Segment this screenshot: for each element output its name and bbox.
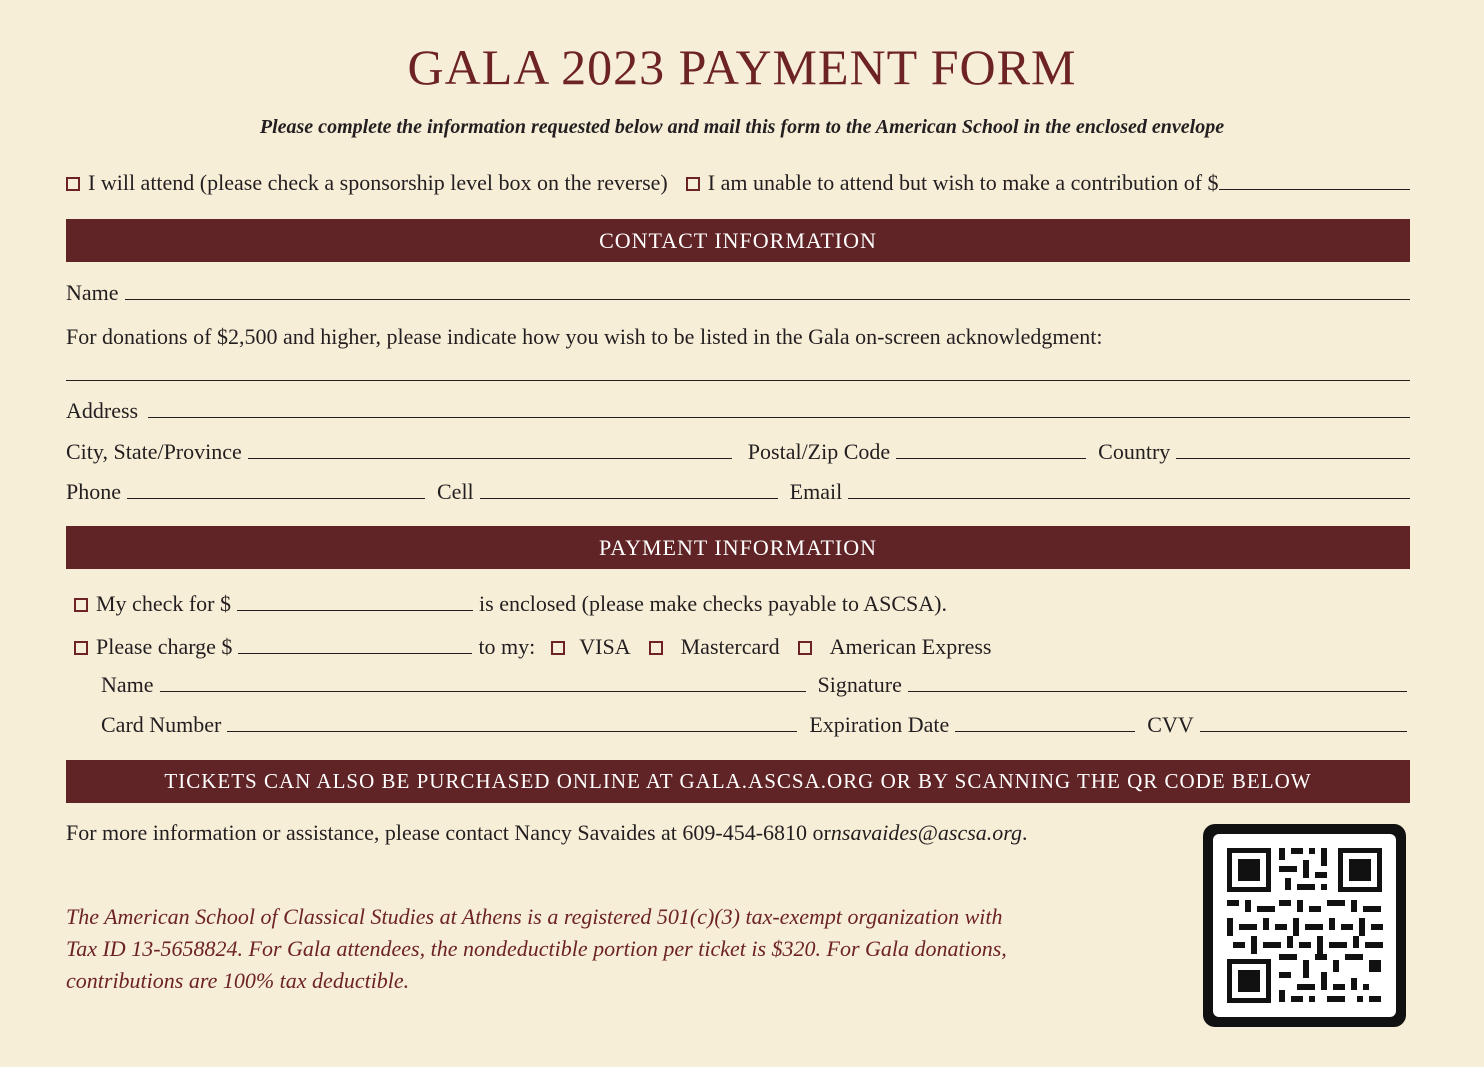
check-row <box>74 591 1410 617</box>
zip-field[interactable] <box>896 440 1086 459</box>
contribute-checkbox[interactable] <box>686 177 700 191</box>
contact-info-text: For more information or assistance, please contact Nancy Savaides at 609-454-6810 or <box>66 820 831 845</box>
city-label: City, State/Province <box>66 439 242 464</box>
attend-label: I will attend (please check a sponsorship level box on the reverse) <box>88 170 668 195</box>
tax-note-line-1: The American School of Classical Studies at Athens is a registered 501(c)(3) tax-exempt organization with <box>66 904 1003 929</box>
contact-info-end: . <box>1022 820 1028 845</box>
city-field[interactable] <box>248 440 732 459</box>
charge-label: Please charge $ <box>96 634 233 659</box>
card-name-row <box>101 672 1407 698</box>
contact-info-row <box>66 820 1176 846</box>
charge-row <box>74 634 1410 660</box>
page-subtitle: Please complete the information requested below and mail this form to the American School in the enclosed envelope <box>259 116 1225 138</box>
cell-field[interactable] <box>480 480 778 499</box>
name-field[interactable] <box>125 281 1410 300</box>
tax-note <box>66 901 1086 997</box>
mastercard-checkbox[interactable] <box>649 641 663 655</box>
zip-label: Postal/Zip Code <box>747 439 891 464</box>
check-checkbox[interactable] <box>74 598 88 612</box>
address-row <box>66 398 1410 424</box>
page-title: GALA 2023 PAYMENT FORM <box>407 39 1077 95</box>
acknowledgment-row <box>66 362 1410 381</box>
contact-name-row <box>66 280 1410 306</box>
charge-suffix: to my: <box>478 634 536 659</box>
cell-label: Cell <box>437 479 474 504</box>
check-label: My check for $ <box>96 591 232 616</box>
check-amount-field[interactable] <box>237 592 473 611</box>
visa-label: VISA <box>579 634 631 659</box>
phone-label: Phone <box>66 479 121 504</box>
charge-checkbox[interactable] <box>74 641 88 655</box>
signature-label: Signature <box>817 672 902 697</box>
cvv-label: CVV <box>1147 712 1194 737</box>
donation-note-row <box>66 324 1410 350</box>
country-label: Country <box>1098 439 1171 464</box>
attendance-row <box>66 170 1410 196</box>
cvv-field[interactable] <box>1200 713 1407 732</box>
address-field[interactable] <box>148 399 1410 418</box>
expiration-field[interactable] <box>955 713 1135 732</box>
visa-checkbox[interactable] <box>551 641 565 655</box>
payment-header: PAYMENT INFORMATION <box>66 526 1410 569</box>
attend-checkbox[interactable] <box>66 177 80 191</box>
phone-field[interactable] <box>127 480 425 499</box>
online-banner: TICKETS CAN ALSO BE PURCHASED ONLINE AT GALA.ASCSA.ORG OR BY SCANNING THE QR CODE BELOW <box>66 760 1410 803</box>
acknowledgment-field[interactable] <box>66 362 1410 381</box>
city-row <box>66 439 1410 465</box>
card-number-label: Card Number <box>101 712 222 737</box>
card-number-row <box>101 712 1407 738</box>
contact-header: CONTACT INFORMATION <box>66 219 1410 262</box>
mastercard-label: Mastercard <box>680 634 780 659</box>
signature-field[interactable] <box>908 673 1407 692</box>
card-number-field[interactable] <box>227 713 797 732</box>
charge-amount-field[interactable] <box>238 635 472 654</box>
qr-code[interactable] <box>1203 824 1406 1027</box>
name-label: Name <box>66 280 119 305</box>
country-field[interactable] <box>1176 440 1410 459</box>
check-suffix: is enclosed (please make checks payable to ASCSA). <box>479 591 947 616</box>
tax-note-line-3: contributions are 100% tax deductible. <box>66 968 410 993</box>
donation-note: For donations of $2,500 and higher, please indicate how you wish to be listed in the Gala on-screen acknowledgment: <box>66 324 1103 349</box>
email-label: Email <box>789 479 843 504</box>
email-field[interactable] <box>848 480 1410 499</box>
card-name-field[interactable] <box>160 673 806 692</box>
qr-code-panel <box>1213 834 1396 1017</box>
card-name-label: Name <box>101 672 154 697</box>
amex-label: American Express <box>829 634 992 659</box>
contact-email-link[interactable]: nsavaides@ascsa.org <box>830 820 1023 845</box>
tax-note-line-2: Tax ID 13-5658824. For Gala attendees, the nondeductible portion per ticket is $320. For Gala donations, <box>66 936 1007 961</box>
phone-row <box>66 479 1410 505</box>
amex-checkbox[interactable] <box>798 641 812 655</box>
contribution-amount-field[interactable] <box>1219 171 1410 190</box>
address-label: Address <box>66 398 139 423</box>
qr-code-icon <box>1213 834 1396 1017</box>
expiration-label: Expiration Date <box>809 712 950 737</box>
contribute-label: I am unable to attend but wish to make a contribution of $ <box>707 170 1219 195</box>
